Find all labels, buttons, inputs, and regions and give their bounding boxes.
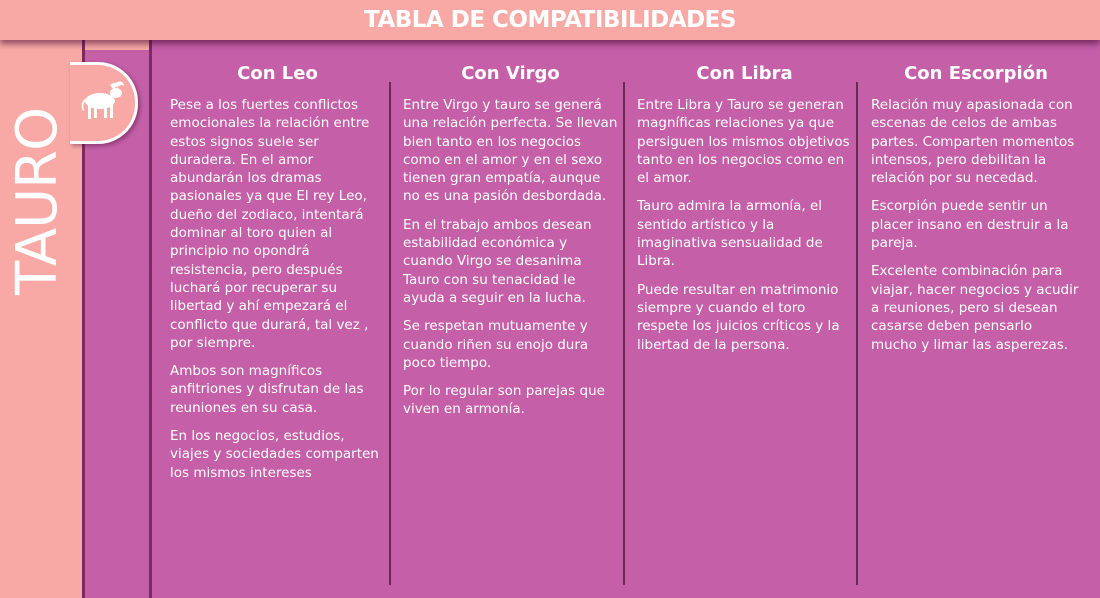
column-divider xyxy=(623,82,625,585)
column-divider xyxy=(856,82,858,585)
compatibility-content xyxy=(160,60,1090,590)
column-paragraph: Ambos son magníficos anfitriones y disfrutan de las reuniones en su casa. xyxy=(170,363,364,416)
column-paragraph: En los negocios, estudios, viajes y sociedades comparten los mismos intereses xyxy=(170,428,379,481)
column-leo xyxy=(170,60,385,492)
page-title: TABLA DE COMPATIBILIDADES xyxy=(364,7,736,33)
column-title: Con Virgo xyxy=(461,63,560,84)
column-paragraph: Relación muy apasionada con escenas de celos de ambas partes. Comparten momentos intensos, pero debilitan la relación por su necedad. xyxy=(871,97,1075,187)
column-paragraph: Entre Virgo y tauro se generá una relación perfecta. Se llevan bien tanto en los negocios como en el amor y en el sexo tienen gran empatía, aunque no es una pasión desbordada. xyxy=(403,97,618,205)
column-virgo xyxy=(403,60,618,429)
column-paragraph: Por lo regular son parejas que viven en armonía. xyxy=(403,383,605,418)
sign-name: TAURO xyxy=(5,107,70,295)
column-paragraph: Escorpión puede sentir un placer insano en destruir a la pareja. xyxy=(871,198,1069,252)
header-bar xyxy=(0,0,1100,40)
column-title: Con Libra xyxy=(696,63,793,84)
column-title: Con Escorpión xyxy=(904,63,1048,84)
column-paragraph: Se respetan mutuamente y cuando riñen su enojo dura poco tiempo. xyxy=(403,318,589,371)
column-paragraph: Entre Libra y Tauro se generan magníficas relaciones ya que persiguen los mismos objetivos tanto en los negocios como en el amor. xyxy=(637,97,850,187)
column-paragraph: Tauro admira la armonía, el sentido artístico y la imaginativa sensualidad de Libra. xyxy=(637,198,823,270)
column-paragraph: Pese a los fuertes conflictos emocionales la relación entre estos signos suele ser duradera. En el amor abundarán los dramas pasionales ya que El rey Leo, dueño del zodiaco, intentará dominar al toro quien al principio no opondrá resistencia, pero después luchará por recuperar su libertad y ahí empezará el conflicto que durará, tal vez , por siempre. xyxy=(170,97,370,351)
column-paragraph: Puede resultar en matrimonio siempre y cuando el toro respete los juicios críticos y la libertad de la persona. xyxy=(637,281,840,353)
column-paragraph: Excelente combinación para viajar, hacer negocios y acudir a reuniones, pero si desean casarse deben pensarlo mucho y limar las asperezas. xyxy=(871,263,1079,353)
bull-icon xyxy=(80,79,126,125)
column-escorpion xyxy=(871,60,1081,364)
column-title: Con Leo xyxy=(237,63,318,84)
band-stripe xyxy=(85,40,149,50)
column-divider xyxy=(389,82,391,585)
column-paragraph: En el trabajo ambos desean estabilidad económica y cuando Virgo se desanima Tauro con su tenacidad le ayuda a seguir en la lucha. xyxy=(403,216,592,306)
column-libra xyxy=(637,60,852,364)
